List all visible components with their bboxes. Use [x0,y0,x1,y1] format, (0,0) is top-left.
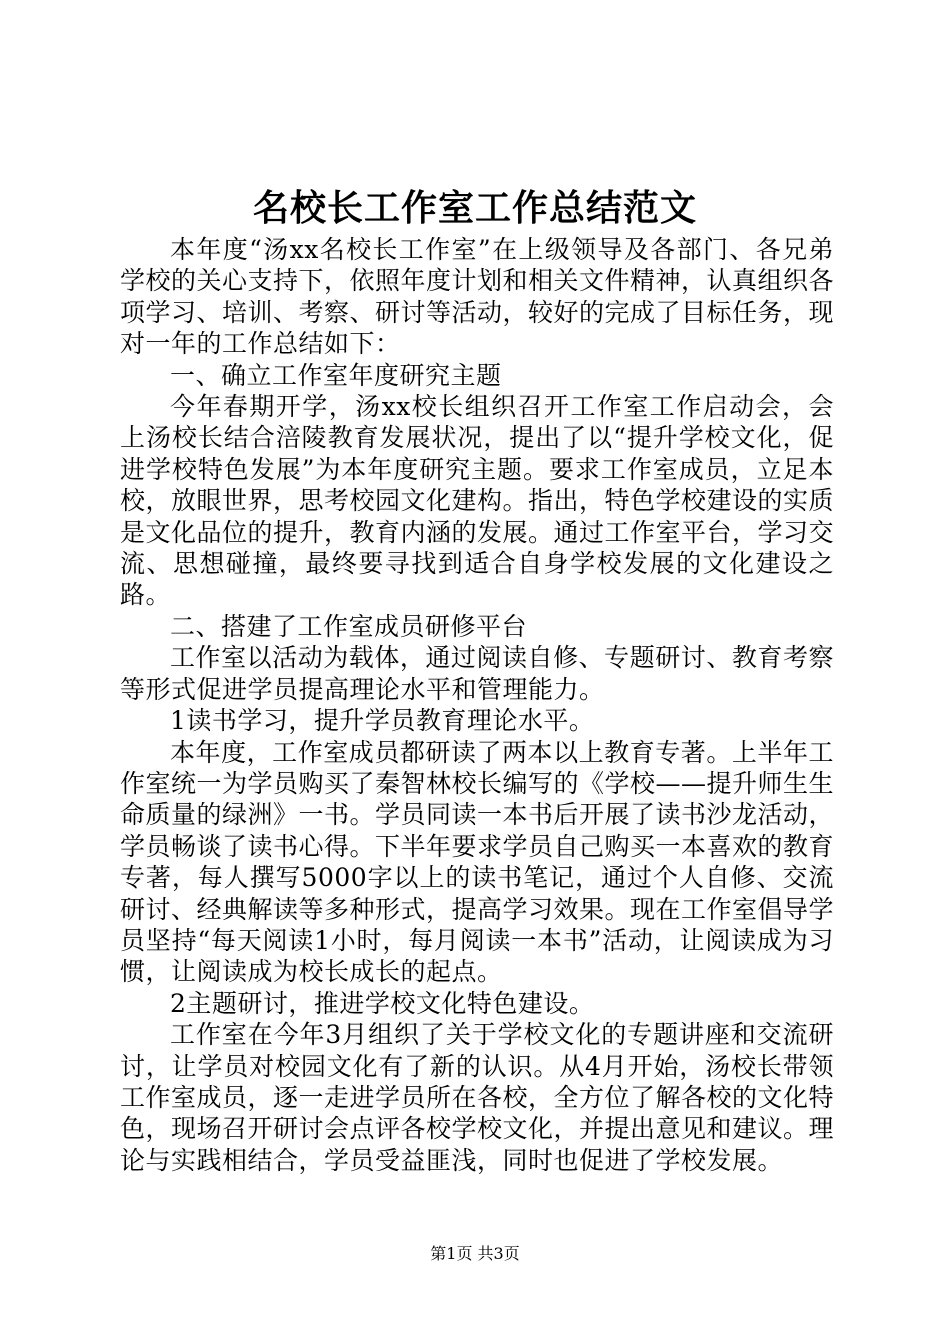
paragraph-reading: 本年度，工作室成员都研读了两本以上教育专著。上半年工作室统一为学员购买了秦智林校长编写的《学校——提升师生生命质量的绿洲》一书。学员同读一本书后开展了读书沙龙活动，学员畅谈了读书心得。下半年要求学员自己购买一本喜欢的教育专著，每人撰写5000字以上的读书笔记，通过个人自修、交流研讨、经典解读等多种形式，提高学习效果。现在工作室倡导学员坚持“每天阅读1小时，每月阅读一本书”活动，让阅读成为习惯，让阅读成为校长成长的起点。 [120,737,835,987]
document-title: 名校长工作室工作总结范文 [252,187,697,229]
paragraph-seminar: 工作室在今年3月组织了关于学校文化的专题讲座和交流研讨，让学员对校园文化有了新的认识。从4月开始，汤校长带领工作室成员，逐一走进学员所在各校，全方位了解各校的文化特色，现场召开研讨会点评各校学校文化，并提出意见和建议。理论与实践相结合，学员受益匪浅，同时也促进了学校发展。 [120,1020,835,1175]
subheading-seminar: 2主题研讨，推进学校文化特色建设。 [170,988,595,1018]
section-heading-1: 一、确立工作室年度研究主题 [170,360,502,390]
paragraph-research-theme: 今年春期开学，汤xx校长组织召开工作室工作启动会，会上汤校长结合涪陵教育发展状况，提出了以“提升学校文化，促进学校特色发展”为本年度研究主题。要求工作室成员，立足本校，放眼世界，思考校园文化建构。指出，特色学校建设的实质是文化品位的提升，教育内涵的发展。通过工作室平台，学习交流、思想碰撞，最终要寻找到适合自身学校发展的文化建设之路。 [120,392,835,610]
paragraph-intro: 本年度“汤xx名校长工作室”在上级领导及各部门、各兄弟学校的关心支持下，依照年度计划和相关文件精神，认真组织各项学习、培训、考察、研讨等活动，较好的完成了目标任务，现对一年的工作总结如下： [120,235,835,359]
section-heading-2: 二、搭建了工作室成员研修平台 [170,611,528,641]
paragraph-platform: 工作室以活动为载体，通过阅读自修、专题研讨、教育考察等形式促进学员提高理论水平和管理能力。 [120,643,834,704]
document-body [120,234,834,1176]
subheading-reading: 1读书学习，提升学员教育理论水平。 [170,706,595,736]
page-number-footer: 第1页 共3页 [430,1244,520,1263]
